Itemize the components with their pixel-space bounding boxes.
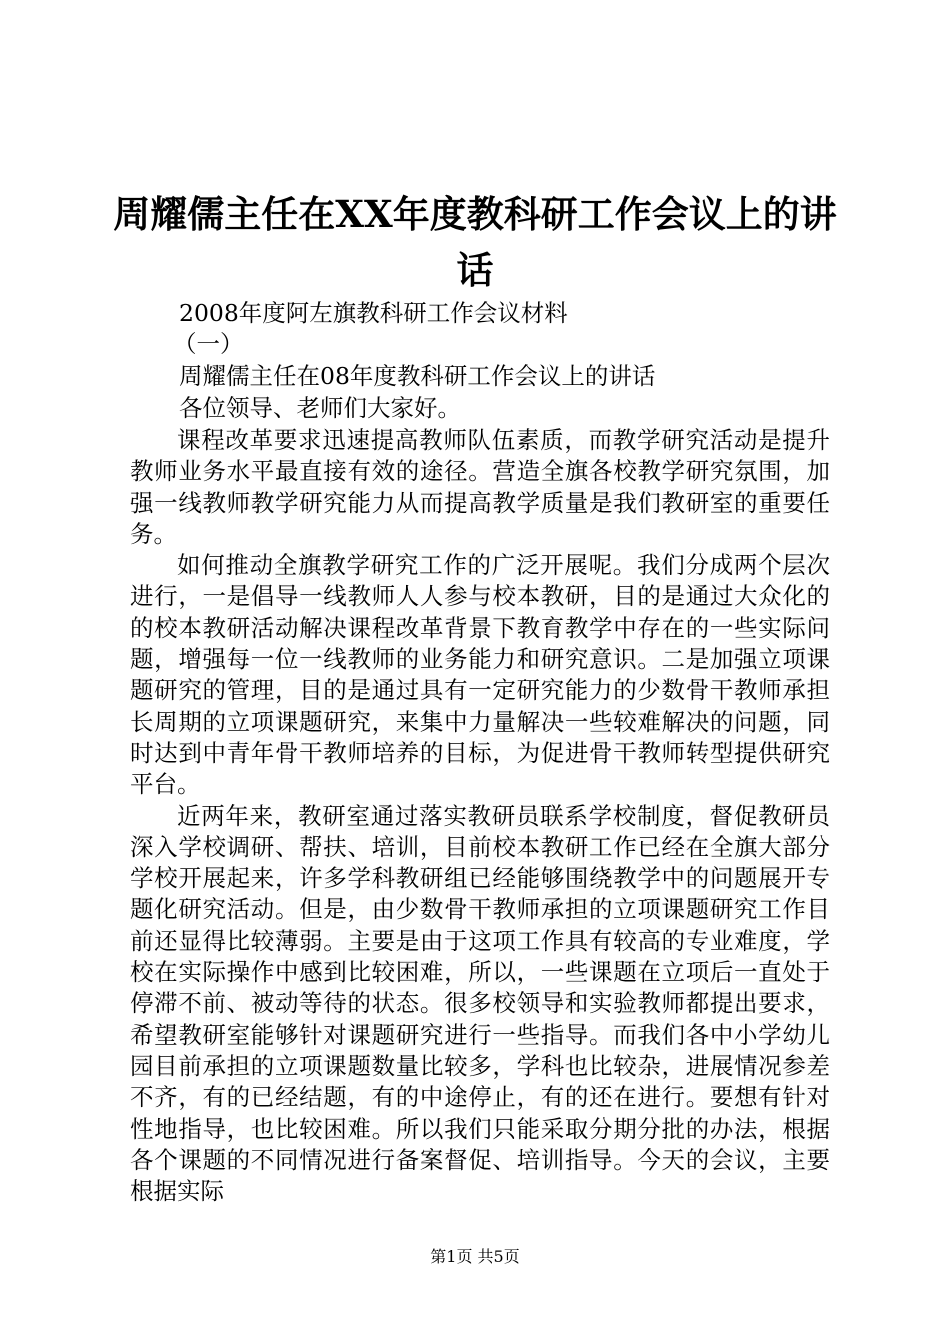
document-subtitle: 2008年度阿左旗教科研工作会议材料 <box>179 299 568 327</box>
body-text <box>130 425 830 1207</box>
greeting: 各位领导、老师们大家好。 <box>179 394 461 422</box>
section-label: （一） <box>173 330 244 358</box>
document-title: 周耀儒主任在XX年度教科研工作会议上的讲话 <box>113 192 837 292</box>
speech-heading: 周耀儒主任在08年度教科研工作会议上的讲话 <box>179 362 656 390</box>
paragraph: 近两年来，教研室通过落实教研员联系学校制度，督促教研员深入学校调研、帮扶、培训，目前校本教研工作已经在全旗大部分学校开展起来，许多学科教研组已经能够围绕教学中的问题展开专题化研究活动。但是，由少数骨干教师承担的立项课题研究工作目前还显得比较薄弱。主要是由于这项工作具有较高的专业难度，学校在实际操作中感到比较困难，所以，一些课题在立项后一直处于停滞不前、被动等待的状态。很多校领导和实验教师都提出要求，希望教研室能够针对课题研究进行一些指导。而我们各中小学幼儿园目前承担的立项课题数量比较多，学科也比较杂，进展情况参差不齐，有的已经结题，有的中途停止，有的还在进行。要想有针对性地指导，也比较困难。所以我们只能采取分期分批的办法，根据各个课题的不同情况进行备案督促、培训指导。今天的会议，主要根据实际 <box>130 801 830 1206</box>
page-footer: 第1页 共5页 <box>430 1247 520 1266</box>
paragraph: 如何推动全旗教学研究工作的广泛开展呢。我们分成两个层次进行，一是倡导一线教师人人参与校本教研，目的是通过大众化的的校本教研活动解决课程改革背景下教育教学中存在的一些实际问题，增强每一位一线教师的业务能力和研究意识。二是加强立项课题研究的管理，目的是通过具有一定研究能力的少数骨干教师承担长周期的立项课题研究，来集中力量解决一些较难解决的问题，同时达到中青年骨干教师培养的目标，为促进骨干教师转型提供研究平台。 <box>130 551 830 799</box>
paragraph: 课程改革要求迅速提高教师队伍素质，而教学研究活动是提升教师业务水平最直接有效的途径。营造全旗各校教学研究氛围，加强一线教师教学研究能力从而提高教学质量是我们教研室的重要任务。 <box>130 426 830 548</box>
